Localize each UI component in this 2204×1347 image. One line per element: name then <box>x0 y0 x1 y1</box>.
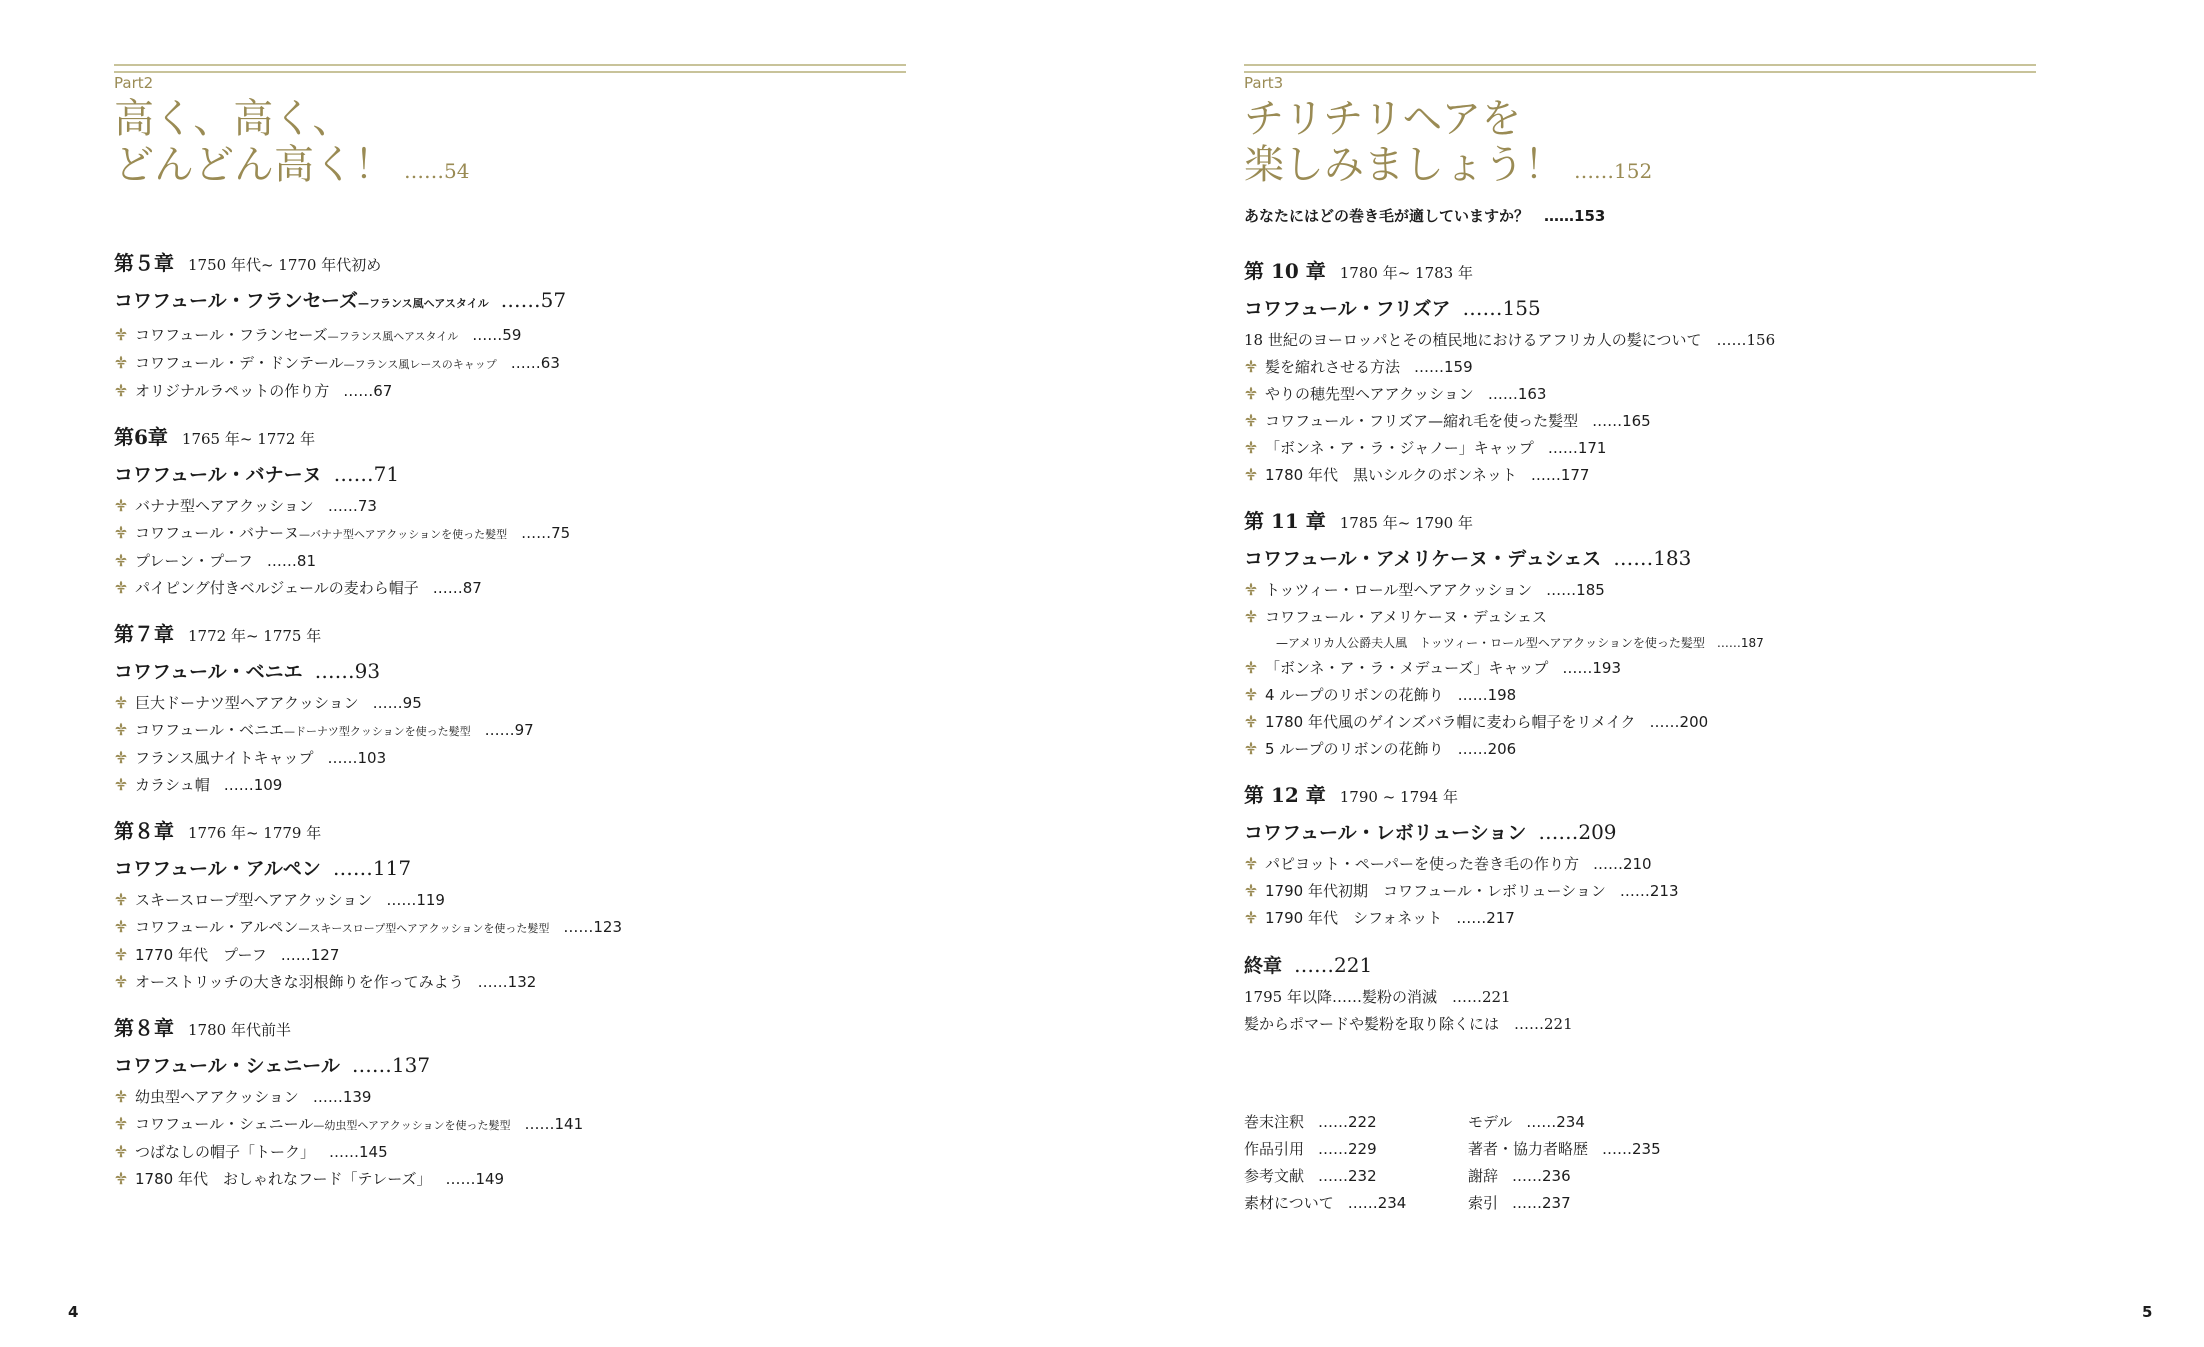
index-entry-page: ……234 <box>1347 1194 1407 1212</box>
toc-item[interactable] <box>1244 408 1775 435</box>
chapter-title[interactable] <box>1244 292 1775 325</box>
toc-item[interactable] <box>114 772 622 799</box>
chapter-heading <box>1244 256 1775 288</box>
toc-item-text: オリジナルラペットの作り方 <box>135 382 330 400</box>
part-title-page: ……152 <box>1574 159 1653 183</box>
toc-item-text: コワフュール・アルペン <box>135 918 299 936</box>
fleur-de-lis-icon <box>1244 386 1258 400</box>
fleur-de-lis-icon <box>1244 440 1258 454</box>
fleur-de-lis-icon <box>114 947 128 961</box>
chapter-title-page: ……155 <box>1462 296 1541 320</box>
toc-item-text: 1780 年代風のゲインズバラ帽に麦わら帽子をリメイク <box>1265 713 1636 731</box>
part-title-line2: どんどん高く！ <box>114 142 394 188</box>
fleur-de-lis-icon <box>114 722 128 736</box>
chapter-number: 第 11 章 <box>1244 509 1326 533</box>
fleur-de-lis-icon <box>114 355 128 369</box>
toc-item[interactable] <box>1244 682 1775 709</box>
index-entry-page: ……229 <box>1318 1140 1377 1158</box>
toc-item[interactable] <box>114 520 622 548</box>
toc-item-suffix: —スキースロープ型ヘアアクッションを使った髪型 <box>298 922 550 935</box>
chapter-heading <box>114 619 622 651</box>
fleur-de-lis-icon <box>1244 910 1258 924</box>
fleur-de-lis-icon <box>1244 609 1258 623</box>
chapter-heading <box>1244 780 1775 812</box>
toc-item[interactable] <box>114 493 622 520</box>
chapter-title-page: ……183 <box>1613 546 1692 570</box>
chapter-title[interactable] <box>1244 816 1775 849</box>
fleur-de-lis-icon <box>1244 386 1258 400</box>
chapter-title-page: ……221 <box>1294 953 1373 977</box>
index-entry[interactable] <box>1468 1163 1718 1190</box>
toc-item-suffix: —縮れ毛を使った髪型 <box>1428 412 1579 430</box>
toc-item-page: ……198 <box>1457 686 1517 704</box>
fleur-de-lis-icon <box>114 974 128 988</box>
fleur-de-lis-icon <box>1244 467 1258 481</box>
toc-item-page: ……163 <box>1487 385 1547 403</box>
chapter-title[interactable] <box>114 1049 622 1082</box>
part-title-line1: チリチリヘアを <box>1244 96 1522 142</box>
toc-item-page: ……213 <box>1619 882 1679 900</box>
index-entry-page: ……235 <box>1602 1140 1661 1158</box>
fleur-de-lis-icon <box>1244 910 1258 924</box>
fleur-de-lis-icon <box>114 974 128 988</box>
fleur-de-lis-icon <box>1244 440 1258 454</box>
chapter-title-text: コワフュール・アメリケーヌ・デュシェス <box>1244 548 1602 570</box>
toc-item-text: コワフュール・バナーヌ <box>135 524 299 542</box>
toc-item-page: ……177 <box>1530 466 1590 484</box>
index-entry[interactable] <box>1244 1190 1494 1217</box>
toc-item[interactable] <box>114 914 622 942</box>
fleur-de-lis-icon <box>114 777 128 791</box>
fleur-de-lis-icon <box>114 892 128 906</box>
toc-sections <box>114 248 622 1210</box>
fleur-de-lis-icon <box>1244 687 1258 701</box>
toc-item-text: パピヨット・ペーパーを使った巻き毛の作り方 <box>1265 855 1579 873</box>
toc-item[interactable] <box>114 942 622 969</box>
toc-item-text: 5 ループのリボンの花飾り <box>1265 740 1444 758</box>
toc-item-page: ……119 <box>386 891 445 909</box>
index-entry-text: 索引 <box>1468 1194 1499 1212</box>
toc-item-page: ……141 <box>524 1115 584 1133</box>
toc-section <box>1244 506 1775 763</box>
fleur-de-lis-icon <box>114 553 128 567</box>
toc-item[interactable] <box>114 690 622 717</box>
toc-item-page: ……75 <box>521 524 571 542</box>
toc-item[interactable] <box>1244 655 1775 682</box>
chapter-title-page: ……117 <box>332 856 412 880</box>
toc-item-page: ……206 <box>1457 740 1517 758</box>
chapter-title-text: コワフュール・バナーヌ <box>114 464 322 486</box>
fleur-de-lis-icon <box>1244 582 1258 596</box>
fleur-de-lis-icon <box>1244 883 1258 897</box>
fleur-de-lis-icon <box>1244 413 1258 427</box>
fleur-de-lis-icon <box>1244 660 1258 674</box>
chapter-title-page: ……71 <box>333 462 400 486</box>
toc-item-text: 1770 年代 プーフ <box>135 946 267 964</box>
fleur-de-lis-icon <box>114 947 128 961</box>
index-entry-text: 作品引用 <box>1244 1140 1305 1158</box>
chapter-period: 1780 年~ 1783 年 <box>1339 264 1473 282</box>
toc-item-text: 1780 年代 黒いシルクのボンネット <box>1265 466 1517 484</box>
fleur-de-lis-icon <box>114 1144 128 1158</box>
chapter-number: 第 10 章 <box>1244 259 1326 283</box>
index-entry[interactable] <box>1244 1163 1494 1190</box>
chapter-title[interactable] <box>114 852 622 885</box>
toc-section <box>1244 256 1775 489</box>
fleur-de-lis-icon <box>1244 413 1258 427</box>
toc-subitem-page: ……187 <box>1716 636 1764 650</box>
chapter-period: 1772 年~ 1775 年 <box>188 627 322 645</box>
toc-item-page: ……97 <box>484 721 534 739</box>
index-entry-text: 巻末注釈 <box>1244 1113 1305 1131</box>
fleur-de-lis-icon <box>1244 714 1258 728</box>
toc-item-text: 幼虫型ヘアアクッション <box>135 1088 299 1106</box>
fleur-de-lis-icon <box>1244 359 1258 373</box>
index-entry-text: モデル <box>1468 1113 1513 1131</box>
fleur-de-lis-icon <box>1244 856 1258 870</box>
fleur-de-lis-icon <box>1244 714 1258 728</box>
chapter-title-text: コワフュール・フリズア <box>1244 298 1451 320</box>
fleur-de-lis-icon <box>1244 856 1258 870</box>
chapter-heading <box>114 1013 622 1045</box>
toc-item-page: ……171 <box>1547 439 1607 457</box>
chapter-heading <box>114 816 622 848</box>
index-entry-page: ……237 <box>1512 1194 1571 1212</box>
chapter-number: 第6章 <box>114 425 168 449</box>
chapter-title-text: コワフュール・アルペン <box>114 858 321 880</box>
toc-item-page: ……139 <box>312 1088 372 1106</box>
toc-item-page: ……193 <box>1562 659 1621 677</box>
fleur-de-lis-icon <box>114 1171 128 1185</box>
toc-item-text: 1790 年代初期 コワフュール・レボリューション <box>1265 882 1606 900</box>
toc-item-suffix: —バナナ型ヘアアクッションを使った髪型 <box>298 528 508 541</box>
part-label: Part2 <box>114 74 154 92</box>
toc-note[interactable]: 髪からポマードや髪粉を取り除くには ……221 <box>1244 1015 1573 1033</box>
chapter-heading <box>1244 506 1775 538</box>
fleur-de-lis-icon <box>114 580 128 594</box>
fleur-de-lis-icon <box>114 355 128 369</box>
fleur-de-lis-icon <box>114 919 128 933</box>
chapter-title[interactable] <box>1244 949 1775 982</box>
fleur-de-lis-icon <box>114 553 128 567</box>
toc-item-suffix: —フランス風レースのキャップ <box>343 358 497 371</box>
part-title-line2: 楽しみましょう！ <box>1244 142 1564 188</box>
toc-item-page: ……103 <box>327 749 387 767</box>
chapter-title-text: コワフュール・レボリューション <box>1244 822 1527 844</box>
fleur-de-lis-icon <box>114 722 128 736</box>
toc-item[interactable] <box>114 548 622 575</box>
toc-item-text: 巨大ドーナツ型ヘアアクッション <box>135 694 359 712</box>
toc-section <box>114 422 622 602</box>
toc-item[interactable] <box>114 1111 622 1139</box>
fleur-de-lis-icon <box>114 750 128 764</box>
part-label: Part3 <box>1244 74 1284 92</box>
toc-item-text: コワフュール・フランセーズ <box>135 326 328 344</box>
toc-item-text: 髪を縮れさせる方法 <box>1265 358 1401 376</box>
toc-item-text: つばなしの帽子「トーク」 <box>135 1143 316 1161</box>
index-entry-text: 著者・協力者略歴 <box>1468 1140 1589 1158</box>
index-entry-text: 素材について <box>1244 1194 1334 1212</box>
toc-item-text: パイピング付きベルジェールの麦わら帽子 <box>135 579 419 597</box>
toc-item[interactable] <box>114 969 622 996</box>
toc-section <box>114 248 622 405</box>
toc-item-page: ……109 <box>223 776 283 794</box>
toc-item-page: ……81 <box>266 552 316 570</box>
toc-item-text: 「ボンネ・ア・ラ・ジャノー」キャップ <box>1265 439 1534 457</box>
part-title <box>114 96 469 194</box>
toc-item-text: バナナ型ヘアアクッション <box>135 497 314 515</box>
chapter-heading <box>114 422 622 454</box>
chapter-title-text: 終章 <box>1244 955 1283 977</box>
toc-item[interactable] <box>114 322 622 350</box>
toc-item-page: ……123 <box>563 918 623 936</box>
index-column-left <box>1244 1109 1494 1217</box>
chapter-number: 第７章 <box>114 622 174 646</box>
index-entry[interactable] <box>1244 1109 1494 1136</box>
toc-item[interactable] <box>1244 709 1775 736</box>
fleur-de-lis-icon <box>114 327 128 341</box>
chapter-title[interactable] <box>1244 542 1775 575</box>
fleur-de-lis-icon <box>114 1116 128 1130</box>
chapter-number: 第８章 <box>114 1016 174 1040</box>
toc-item-page: ……159 <box>1414 358 1473 376</box>
toc-item-text: 4 ループのリボンの花飾り <box>1265 686 1444 704</box>
chapter-title-text: コワフュール・ベニエ <box>114 661 303 683</box>
fleur-de-lis-icon <box>114 1144 128 1158</box>
toc-item-text: 「ボンネ・ア・ラ・メデューズ」キャップ <box>1265 659 1549 677</box>
toc-item-text: 1780 年代 おしゃれなフード「テレーズ」 <box>135 1170 432 1188</box>
toc-section <box>1244 949 1775 1038</box>
toc-item-page: ……165 <box>1592 412 1651 430</box>
chapter-title-text: コワフュール・シェニール <box>114 1055 340 1077</box>
toc-item-text: 1790 年代 シフォネット <box>1265 909 1443 927</box>
toc-note[interactable]: 1795 年以降……髪粉の消滅 ……221 <box>1244 988 1511 1006</box>
toc-item-suffix: —フランス風ヘアスタイル <box>327 330 459 343</box>
toc-item-page: ……67 <box>343 382 393 400</box>
toc-item-page: ……59 <box>472 326 522 344</box>
toc-item-text: コワフュール・シェニール <box>135 1115 314 1133</box>
fleur-de-lis-icon <box>114 777 128 791</box>
fleur-de-lis-icon <box>1244 741 1258 755</box>
fleur-de-lis-icon <box>1244 660 1258 674</box>
index-entry-text: 謝辞 <box>1468 1167 1499 1185</box>
fleur-de-lis-icon <box>114 498 128 512</box>
toc-subitem[interactable] <box>1244 631 1775 655</box>
toc-item-text: コワフュール・ベニエ <box>135 721 284 739</box>
fleur-de-lis-icon <box>114 383 128 397</box>
fleur-de-lis-icon <box>114 1089 128 1103</box>
toc-item[interactable] <box>1244 905 1775 932</box>
toc-item-text: カラシュ帽 <box>135 776 210 794</box>
fleur-de-lis-icon <box>1244 609 1258 623</box>
chapter-title-page: ……93 <box>314 659 381 683</box>
fleur-de-lis-icon <box>114 525 128 539</box>
fleur-de-lis-icon <box>114 1171 128 1185</box>
chapter-number: 第８章 <box>114 819 174 843</box>
part-title-line1: 高く、高く、 <box>114 96 353 142</box>
toc-item-page: ……210 <box>1592 855 1652 873</box>
fleur-de-lis-icon <box>1244 467 1258 481</box>
fleur-de-lis-icon <box>1244 883 1258 897</box>
toc-item-page: ……87 <box>432 579 482 597</box>
chapter-title-suffix: —フランス風ヘアスタイル <box>357 297 489 310</box>
page-number: 5 <box>2142 1303 2153 1321</box>
toc-item-text: トッツィー・ロール型ヘアアクッション <box>1265 581 1533 599</box>
toc-item-page: ……217 <box>1456 909 1515 927</box>
index-entry[interactable] <box>1244 1136 1494 1163</box>
fleur-de-lis-icon <box>1244 582 1258 596</box>
fleur-de-lis-icon <box>114 919 128 933</box>
index-entry-page: ……222 <box>1318 1113 1377 1131</box>
fleur-de-lis-icon <box>114 1089 128 1103</box>
toc-item-page: ……73 <box>327 497 377 515</box>
toc-item[interactable] <box>1244 577 1775 604</box>
toc-item[interactable] <box>1244 354 1775 381</box>
index-entry[interactable] <box>1468 1136 1718 1163</box>
toc-item-text: スキースロープ型ヘアアクッション <box>135 891 373 909</box>
chapter-period: 1785 年~ 1790 年 <box>1339 514 1473 532</box>
fleur-de-lis-icon <box>114 327 128 341</box>
chapter-title[interactable] <box>114 458 622 491</box>
toc-subitem-text: —アメリカ人公爵夫人風 トッツィー・ロール型ヘアアクッションを使った髪型 <box>1276 636 1705 650</box>
toc-item[interactable] <box>1244 604 1775 631</box>
fleur-de-lis-icon <box>1244 687 1258 701</box>
toc-item-text: コワフュール・フリズア <box>1265 412 1429 430</box>
toc-item[interactable] <box>114 350 622 378</box>
chapter-period: 1750 年代~ 1770 年代初め <box>188 256 382 274</box>
fleur-de-lis-icon <box>114 695 128 709</box>
fleur-de-lis-icon <box>114 1116 128 1130</box>
toc-item[interactable] <box>114 745 622 772</box>
toc-item-page: ……127 <box>280 946 340 964</box>
toc-item-suffix: —ドーナツ型クッションを使った髪型 <box>283 725 471 738</box>
chapter-number: 第 12 章 <box>1244 783 1326 807</box>
index-column-right <box>1468 1109 1718 1217</box>
fleur-de-lis-icon <box>114 580 128 594</box>
part-title-page: ……54 <box>404 159 470 183</box>
toc-item-page: ……200 <box>1649 713 1709 731</box>
chapter-title[interactable] <box>114 655 622 688</box>
toc-item[interactable] <box>1244 435 1775 462</box>
toc-item[interactable] <box>1244 462 1775 489</box>
toc-item-text: コワフュール・アメリケーヌ・デュシェス <box>1265 608 1548 626</box>
toc-item-page: ……145 <box>329 1143 388 1161</box>
intro-line: あなたにはどの巻き毛が適していますか？ ……153 <box>1244 207 1606 225</box>
chapter-period: 1776 年~ 1779 年 <box>188 824 322 842</box>
toc-item[interactable] <box>114 1139 622 1166</box>
index-entry-page: ……236 <box>1512 1167 1571 1185</box>
toc-item[interactable] <box>114 717 622 745</box>
toc-item-page: ……95 <box>372 694 422 712</box>
toc-item[interactable] <box>1244 851 1775 878</box>
header-rule <box>1244 64 2036 73</box>
index-entry-text: 参考文献 <box>1244 1167 1305 1185</box>
toc-item-text: プレーン・プーフ <box>135 552 253 570</box>
toc-section <box>114 619 622 799</box>
index-entry[interactable] <box>1468 1109 1718 1136</box>
fleur-de-lis-icon <box>1244 741 1258 755</box>
chapter-period: 1780 年代前半 <box>188 1021 291 1039</box>
fleur-de-lis-icon <box>114 383 128 397</box>
toc-sections <box>1244 207 1776 1055</box>
chapter-title[interactable] <box>114 284 622 320</box>
toc-item-text: フランス風ナイトキャップ <box>135 749 314 767</box>
toc-item[interactable] <box>114 1084 622 1111</box>
toc-item[interactable] <box>114 378 622 405</box>
toc-item-page: ……185 <box>1546 581 1605 599</box>
chapter-number: 第５章 <box>114 251 174 275</box>
chapter-period: 1790 ~ 1794 年 <box>1339 788 1458 806</box>
toc-item-text: コワフュール・デ・ドンテール <box>135 354 344 372</box>
index-entry-page: ……234 <box>1526 1113 1585 1131</box>
index-entry[interactable] <box>1468 1190 1718 1217</box>
index-entry-page: ……232 <box>1318 1167 1377 1185</box>
toc-section <box>114 816 622 996</box>
fleur-de-lis-icon <box>1244 359 1258 373</box>
toc-section <box>1244 780 1775 932</box>
toc-item[interactable] <box>1244 878 1775 905</box>
fleur-de-lis-icon <box>114 750 128 764</box>
toc-item[interactable] <box>114 1166 622 1193</box>
toc-item[interactable] <box>1244 381 1775 408</box>
toc-item-page: ……63 <box>510 354 560 372</box>
toc-item[interactable] <box>114 575 622 602</box>
chapter-title-page: ……137 <box>351 1053 431 1077</box>
toc-item-suffix: —幼虫型ヘアアクッションを使った髪型 <box>313 1119 511 1132</box>
toc-item-page: ……132 <box>477 973 537 991</box>
fleur-de-lis-icon <box>114 892 128 906</box>
toc-item[interactable] <box>114 887 622 914</box>
toc-item[interactable] <box>1244 736 1775 763</box>
chapter-title-page: ……57 <box>500 288 567 312</box>
page-number: 4 <box>68 1303 79 1321</box>
fleur-de-lis-icon <box>114 695 128 709</box>
chapter-period: 1765 年~ 1772 年 <box>181 430 316 448</box>
toc-section <box>114 1013 622 1193</box>
fleur-de-lis-icon <box>114 525 128 539</box>
toc-item-text: オーストリッチの大きな羽根飾りを作ってみよう <box>135 973 464 991</box>
chapter-title-page: ……209 <box>1538 820 1617 844</box>
chapter-heading <box>114 248 622 280</box>
part-title <box>1244 96 1652 194</box>
toc-note[interactable]: 18 世紀のヨーロッパとその植民地におけるアフリカ人の髪について ……156 <box>1244 331 1776 349</box>
chapter-title-text: コワフュール・フランセーズ <box>114 290 358 312</box>
header-rule <box>114 64 906 73</box>
toc-item-text: やりの穂先型ヘアアクッション <box>1265 385 1474 403</box>
fleur-de-lis-icon <box>114 498 128 512</box>
toc-item-page: ……149 <box>445 1170 505 1188</box>
